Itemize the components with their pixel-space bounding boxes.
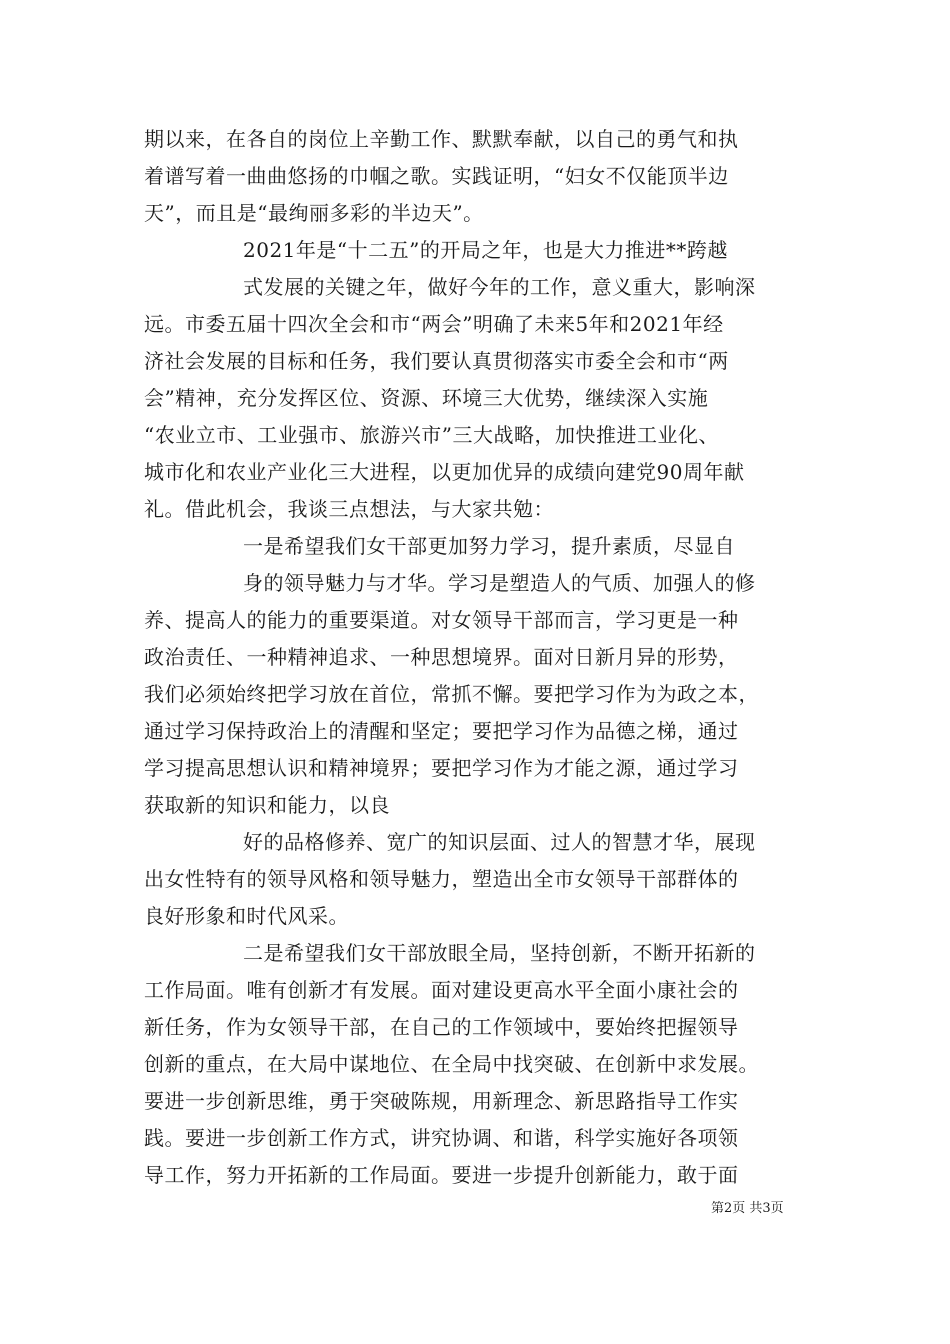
text-line: 新任务，作为女领导干部，在自己的工作领域中，要始终把握领导 [144,1015,739,1039]
text-line: 式发展的关键之年，做好今年的工作，意义重大，影响深 [243,275,756,299]
text-line: 工作局面。唯有创新才有发展。面对建设更高水平全面小康社会的 [144,978,739,1002]
text-line: 着谱写着一曲曲悠扬的巾帼之歌。实践证明，“妇女不仅能顶半边 [144,164,729,188]
page-number-footer: 第2页 共3页 [711,1201,784,1216]
text-line: “农业立市、工业强市、旅游兴市”三大战略，加快推进工业化、 [144,423,719,447]
text-line: 济社会发展的目标和任务，我们要认真贯彻落实市委全会和市“两 [144,349,729,373]
text-line: 一是希望我们女干部更加努力学习，提升素质，尽显自 [243,534,735,558]
text-line: 2021年是“十二五”的开局之年，也是大力推进**跨越 [243,238,728,262]
text-line: 期以来，在各自的岗位上辛勤工作、默默奉献，以自己的勇气和执 [144,127,739,151]
text-line: 政治责任、一种精神追求、一种思想境界。面对日新月异的形势， [144,645,739,669]
text-line: 要进一步创新思维，勇于突破陈规，用新理念、新思路指导工作实 [144,1089,739,1113]
text-line: 导工作，努力开拓新的工作局面。要进一步提升创新能力，敢于面 [144,1163,739,1187]
text-line: 养、提高人的能力的重要渠道。对女领导干部而言，学习更是一种 [144,608,739,632]
text-line: 我们必须始终把学习放在首位，常抓不懈。要把学习作为为政之本， [144,682,759,706]
text-line: 良好形象和时代风采。 [144,904,349,928]
text-line: 出女性特有的领导风格和领导魅力，塑造出全市女领导干部群体的 [144,867,739,891]
text-line: 通过学习保持政治上的清醒和坚定；要把学习作为品德之梯，通过 [144,719,739,743]
text-line: 学习提高思想认识和精神境界；要把学习作为才能之源，通过学习 [144,756,739,780]
text-line: 获取新的知识和能力，以良 [144,793,390,817]
text-line: 远。市委五届十四次全会和市“两会”明确了未来5年和2021年经 [144,312,724,336]
text-line: 身的领导魅力与才华。学习是塑造人的气质、加强人的修 [243,571,756,595]
text-line: 城市化和农业产业化三大进程，以更加优异的成绩向建党90周年献 [144,460,745,484]
text-line: 二是希望我们女干部放眼全局，坚持创新，不断开拓新的 [243,941,756,965]
text-line: 好的品格修养、宽广的知识层面、过人的智慧才华，展现 [243,830,756,854]
text-line: 礼。借此机会，我谈三点想法，与大家共勉： [144,497,554,521]
text-line: 践。要进一步创新工作方式，讲究协调、和谐，科学实施好各项领 [144,1126,739,1150]
text-line: 创新的重点，在大局中谋地位、在全局中找突破、在创新中求发展。 [144,1052,759,1076]
text-line: 天”，而且是“最绚丽多彩的半边天”。 [144,201,484,225]
text-line: 会”精神，充分发挥区位、资源、环境三大优势，继续深入实施 [144,386,709,410]
